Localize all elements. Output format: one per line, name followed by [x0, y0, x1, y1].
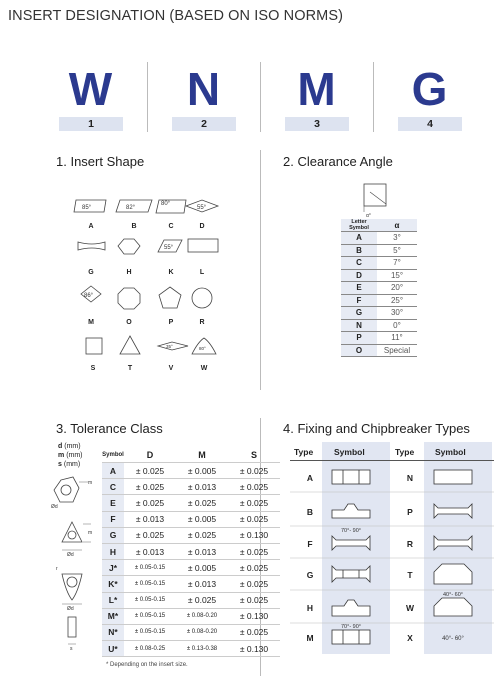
unit-symbol: s	[58, 461, 62, 468]
shape-s-icon	[86, 338, 102, 354]
tolerance-s-value: ± 0.130	[228, 608, 280, 624]
clearance-value: 20°	[377, 282, 417, 295]
fixing-w-icon	[434, 598, 472, 616]
shape-code-label: R	[199, 319, 205, 326]
clearance-row	[341, 344, 417, 357]
tolerance-s-value: ± 0.025	[228, 624, 280, 640]
clearance-letter: E	[341, 282, 377, 295]
fixing-b-icon	[332, 504, 370, 518]
tol-col-d: D	[124, 448, 176, 463]
unit-value: (mm)	[64, 443, 81, 450]
tolerance-symbol: C	[102, 479, 124, 495]
shape-k-angle: 55°	[164, 245, 174, 251]
section-divider	[260, 150, 261, 390]
tolerance-m-value: ± 0.025	[176, 592, 228, 608]
fixing-r-icon	[434, 536, 472, 550]
unit-symbol: m	[58, 452, 65, 459]
fixing-m-icon	[332, 630, 370, 644]
tolerance-symbol: N*	[102, 624, 124, 640]
fixing-types-diagram	[290, 460, 496, 660]
tolerance-m-value: ± 0.025	[176, 495, 228, 511]
tol-col-m: M	[176, 448, 228, 463]
shape-t-icon	[120, 336, 140, 354]
tolerance-d-value: ± 0.013	[124, 511, 176, 527]
tolerance-s-value: ± 0.025	[228, 543, 280, 559]
tolerance-symbol: G	[102, 527, 124, 543]
tolerance-class-heading: 3. Tolerance Class	[56, 421, 163, 436]
tolerance-d-value: ± 0.05-0.15	[124, 624, 176, 640]
tolerance-row	[102, 527, 280, 543]
tolerance-row	[102, 576, 280, 592]
m-label: m	[88, 480, 93, 486]
shape-code-label: S	[90, 365, 96, 372]
clearance-row	[341, 332, 417, 345]
clearance-row	[341, 257, 417, 270]
tolerance-symbol: H	[102, 543, 124, 559]
tolerance-diagrams	[48, 472, 98, 652]
fixing-type-label: R	[406, 539, 414, 549]
tolerance-m-value: ± 0.13-0.38	[176, 641, 228, 657]
tolerance-d-value: ± 0.05-0.15	[124, 576, 176, 592]
shape-code-label: D	[199, 223, 205, 230]
d-label: Ød	[67, 552, 74, 558]
tolerance-row	[102, 543, 280, 559]
clearance-letter: C	[341, 257, 377, 270]
tolerance-row	[102, 624, 280, 640]
insert-shapes-diagram	[60, 188, 240, 373]
tolerance-m-value: ± 0.005	[176, 511, 228, 527]
tolerance-s-value: ± 0.025	[228, 511, 280, 527]
clearance-row	[341, 282, 417, 295]
page-title: INSERT DESIGNATION (BASED ON ISO NORMS)	[8, 8, 344, 24]
designation-number-4: 4	[398, 117, 462, 131]
fixing-g-icon	[332, 566, 370, 582]
divider	[373, 62, 374, 132]
tolerance-symbol: M*	[102, 608, 124, 624]
shape-code-label: P	[168, 319, 174, 326]
shape-w-angle: 80°	[199, 346, 206, 351]
clearance-alpha-label: α°	[366, 213, 371, 219]
tolerance-row	[102, 592, 280, 608]
fixing-f-icon	[332, 536, 370, 550]
tolerance-row	[102, 608, 280, 624]
clearance-value: 15°	[377, 269, 417, 282]
clearance-value: Special	[377, 344, 417, 357]
tolerance-row	[102, 463, 280, 479]
clearance-letter: B	[341, 244, 377, 257]
tolerance-symbol: J*	[102, 560, 124, 576]
d-label: Ød	[67, 606, 74, 612]
tolerance-s-value: ± 0.025	[228, 576, 280, 592]
divider	[260, 62, 261, 132]
s-label: s	[70, 646, 73, 652]
tol-col-symbol: Symbol	[102, 448, 124, 463]
fixing-col-type: Type	[395, 447, 415, 457]
fixing-type-label: X	[407, 633, 413, 643]
clearance-angle-diagram	[356, 180, 406, 220]
shape-d-angle: 55°	[197, 205, 207, 211]
tolerance-row	[102, 479, 280, 495]
tolerance-m-value: ± 0.005	[176, 560, 228, 576]
tolerance-s-value: ± 0.025	[228, 463, 280, 479]
fixing-type-label: H	[306, 603, 314, 613]
clearance-row	[341, 244, 417, 257]
shape-l-icon	[188, 239, 218, 252]
shape-p-icon	[159, 287, 181, 308]
tolerance-d-value: ± 0.025	[124, 495, 176, 511]
tolerance-s-value: ± 0.025	[228, 495, 280, 511]
fixing-heading: 4. Fixing and Chipbreaker Types	[283, 421, 470, 436]
tolerance-symbol: F	[102, 511, 124, 527]
fixing-type-label: M	[306, 633, 314, 643]
tolerance-m-value: ± 0.013	[176, 479, 228, 495]
clearance-value: 3°	[377, 232, 417, 245]
designation-letter-2: N	[186, 63, 221, 115]
tolerance-symbol: A	[102, 463, 124, 479]
designation-letter-4: G	[411, 63, 448, 115]
fixing-col-symbol: Symbol	[334, 447, 365, 457]
insert-shape-heading: 1. Insert Shape	[56, 154, 145, 169]
fixing-type-label: P	[407, 507, 413, 517]
r-label: r	[56, 566, 58, 572]
fixing-annotation: 40°- 60°	[442, 636, 464, 642]
shape-v-icon	[158, 342, 188, 350]
shape-code-label: C	[168, 223, 174, 230]
clearance-row	[341, 269, 417, 282]
tolerance-m-value: ± 0.08-0.20	[176, 624, 228, 640]
fixing-type-label: N	[406, 473, 414, 483]
divider	[147, 62, 148, 132]
fixing-type-label: W	[405, 603, 415, 613]
clearance-letter: P	[341, 332, 377, 345]
shape-o-icon	[118, 288, 140, 309]
designation-number-2: 2	[172, 117, 236, 131]
designation-number-1: 1	[59, 117, 123, 131]
clearance-row	[341, 232, 417, 245]
shape-code-label: M	[88, 319, 94, 326]
clearance-col-alpha: α	[377, 219, 417, 232]
tolerance-d-value: ± 0.025	[124, 463, 176, 479]
tolerance-row	[102, 641, 280, 657]
shape-a-angle: 85°	[82, 205, 92, 211]
tolerance-d-value: ± 0.05-0.15	[124, 592, 176, 608]
shape-code-label: O	[126, 319, 132, 326]
clearance-letter: O	[341, 344, 377, 357]
tolerance-d-value: ± 0.025	[124, 527, 176, 543]
shape-c-angle: 80°	[161, 201, 171, 207]
shape-b-angle: 82°	[126, 205, 136, 211]
designation-letter-3: M	[297, 63, 336, 115]
fixing-h-icon	[332, 600, 370, 616]
fixing-type-label: B	[306, 507, 314, 517]
tolerance-s-value: ± 0.025	[228, 479, 280, 495]
unit-symbol: d	[58, 443, 63, 450]
shape-code-label: T	[127, 365, 133, 372]
tolerance-symbol: E	[102, 495, 124, 511]
clearance-letter: D	[341, 269, 377, 282]
clearance-angle-table	[341, 219, 417, 357]
clearance-row	[341, 294, 417, 307]
clearance-value: 11°	[377, 332, 417, 345]
m-label: m	[88, 530, 93, 536]
tolerance-m-value: ± 0.013	[176, 576, 228, 592]
tolerance-class-table	[102, 448, 280, 657]
fixing-t-icon	[434, 564, 472, 584]
fixing-annotation: 70°- 90°	[341, 624, 361, 630]
tolerance-symbol: K*	[102, 576, 124, 592]
tolerance-s-value: ± 0.130	[228, 527, 280, 543]
clearance-letter: N	[341, 319, 377, 332]
fixing-a-icon	[332, 470, 370, 484]
shape-m-angle: 86°	[84, 293, 94, 299]
fixing-type-label: A	[306, 473, 314, 483]
tolerance-m-value: ± 0.025	[176, 527, 228, 543]
tolerance-s-value: ± 0.025	[228, 560, 280, 576]
tol-col-s: S	[228, 448, 280, 463]
clearance-letter: A	[341, 232, 377, 245]
fixing-col-symbol: Symbol	[435, 447, 466, 457]
shape-code-label: V	[168, 365, 174, 372]
shape-code-label: H	[126, 269, 132, 276]
tolerance-d-value: ± 0.013	[124, 543, 176, 559]
tolerance-d-value: ± 0.025	[124, 479, 176, 495]
fixing-n-icon	[434, 470, 472, 484]
clearance-col-letter: Letter Symbol	[341, 219, 377, 232]
tolerance-s-value: ± 0.025	[228, 592, 280, 608]
clearance-letter: G	[341, 307, 377, 320]
tolerance-m-value: ± 0.013	[176, 543, 228, 559]
tolerance-d-value: ± 0.08-0.25	[124, 641, 176, 657]
shape-code-label: G	[88, 269, 94, 276]
clearance-value: 7°	[377, 257, 417, 270]
shape-h-icon	[118, 239, 140, 254]
unit-value: (mm)	[63, 461, 81, 468]
fixing-col-type: Type	[294, 447, 314, 457]
clearance-value: 30°	[377, 307, 417, 320]
shape-g-icon	[78, 242, 105, 250]
tolerance-d-value: ± 0.05-0.15	[124, 608, 176, 624]
thickness-insert-icon	[68, 617, 76, 637]
clearance-angle-heading: 2. Clearance Angle	[283, 154, 393, 169]
tolerance-row	[102, 495, 280, 511]
tolerance-s-value: ± 0.130	[228, 641, 280, 657]
designation-number-3: 3	[285, 117, 349, 131]
shape-code-label: B	[131, 223, 137, 230]
shape-r-icon	[192, 288, 212, 308]
tolerance-symbol: L*	[102, 592, 124, 608]
tolerance-units	[58, 442, 83, 469]
shape-code-label: K	[168, 269, 174, 276]
clearance-row	[341, 319, 417, 332]
tolerance-symbol: U*	[102, 641, 124, 657]
tolerance-m-value: ± 0.08-0.20	[176, 608, 228, 624]
clearance-value: 0°	[377, 319, 417, 332]
clearance-value: 25°	[377, 294, 417, 307]
clearance-letter: F	[341, 294, 377, 307]
fixing-type-label: F	[307, 539, 313, 549]
clearance-row	[341, 307, 417, 320]
fixing-type-label: G	[306, 570, 314, 580]
designation-letter-1: W	[68, 63, 113, 115]
shape-code-label: L	[199, 269, 205, 276]
shape-code-label: W	[200, 365, 208, 372]
fixing-annotation: 40°- 60°	[443, 592, 463, 598]
fixing-p-icon	[434, 504, 472, 518]
tolerance-m-value: ± 0.005	[176, 463, 228, 479]
fixing-annotation: 70°- 90°	[341, 528, 361, 534]
unit-value: (mm)	[66, 452, 83, 459]
fixing-type-label: T	[407, 570, 413, 580]
shape-v-angle: 35°	[166, 344, 173, 349]
d-label: Ød	[51, 504, 58, 510]
clearance-value: 5°	[377, 244, 417, 257]
tolerance-d-value: ± 0.05-0.15	[124, 560, 176, 576]
shape-code-label: A	[88, 223, 94, 230]
tolerance-row	[102, 560, 280, 576]
tolerance-row	[102, 511, 280, 527]
tolerance-footnote: * Depending on the insert size.	[106, 662, 188, 668]
